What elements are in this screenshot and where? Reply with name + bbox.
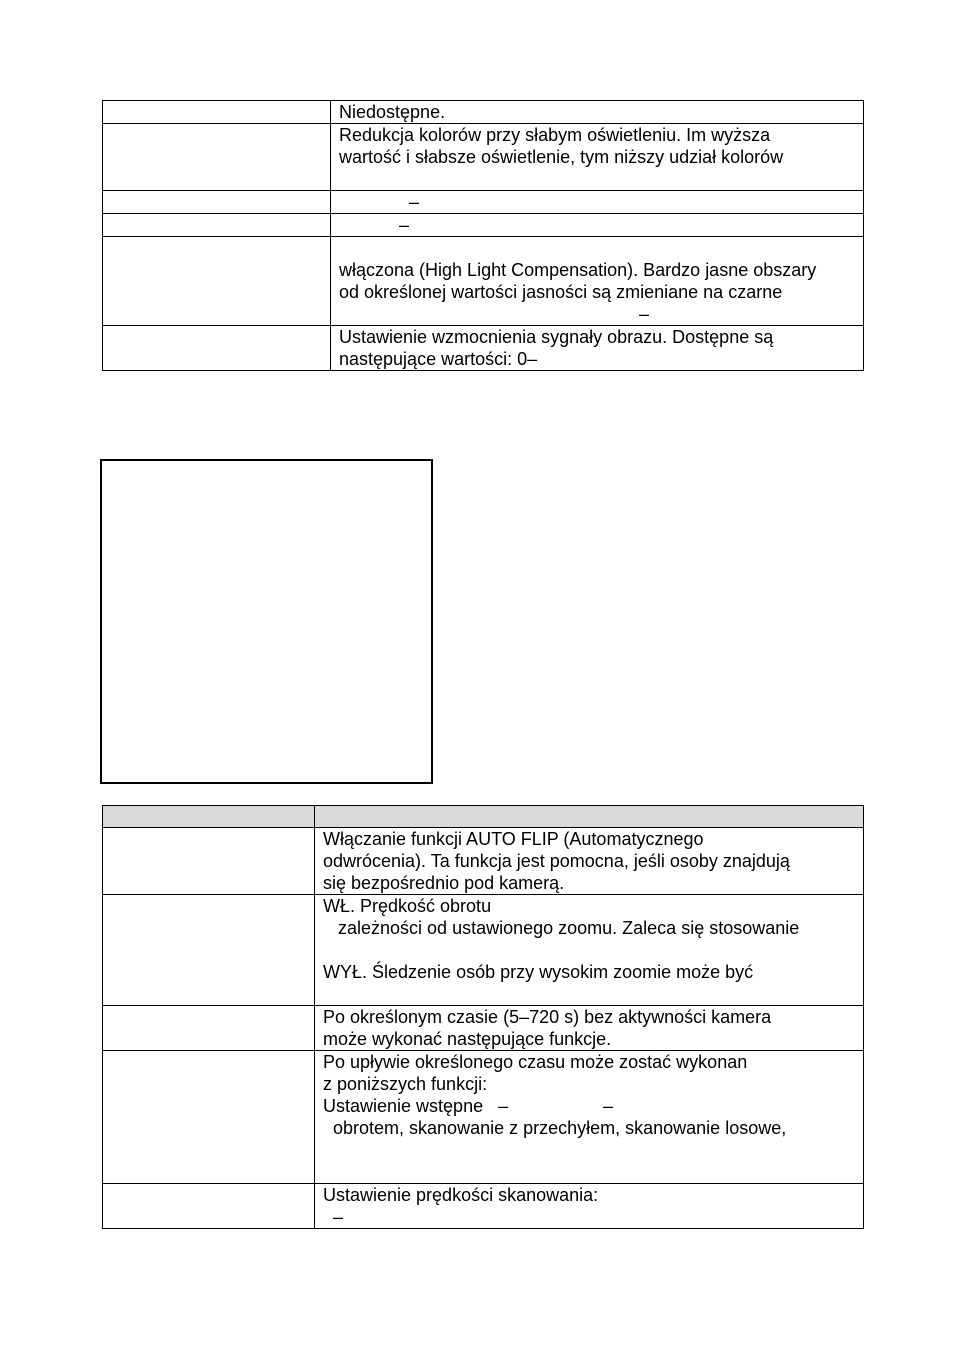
table-row xyxy=(103,237,864,326)
description-line: Ustawienie prędkości skanowania: xyxy=(323,1185,599,1205)
description-line xyxy=(339,237,855,259)
param-description-cell xyxy=(315,1051,864,1184)
description-line: – xyxy=(339,215,410,235)
table-header-row xyxy=(103,806,864,828)
table-row xyxy=(103,1184,864,1229)
description-line: obrotem, skanowanie z przechyłem, skanowanie losowe, xyxy=(323,1118,787,1138)
param-name-cell xyxy=(103,828,315,895)
table-row xyxy=(103,214,864,237)
param-name-cell xyxy=(103,101,331,124)
description-line: zależności od ustawionego zoomu. Zaleca się stosowanie xyxy=(323,918,800,938)
description-line: – xyxy=(339,192,420,212)
description-line xyxy=(323,939,855,961)
description-line: – xyxy=(323,1207,344,1227)
table-row xyxy=(103,1051,864,1184)
settings-table-bottom xyxy=(102,805,864,1229)
table-row xyxy=(103,124,864,191)
description-line: następujące wartości: 0– xyxy=(339,349,538,369)
param-name-cell xyxy=(103,237,331,326)
description-line: WYŁ. Śledzenie osób przy wysokim zoomie może być xyxy=(323,962,754,982)
description-line: włączona (High Light Compensation). Bardzo jasne obszary xyxy=(339,260,817,280)
param-description-cell xyxy=(331,326,864,371)
param-description-cell xyxy=(331,101,864,124)
menu-screenshot-frame xyxy=(100,459,433,784)
description-line xyxy=(339,168,855,190)
param-name-cell xyxy=(103,191,331,214)
description-line: Włączanie funkcji AUTO FLIP (Automatycznego xyxy=(323,829,704,849)
param-description-cell xyxy=(331,124,864,191)
description-line: Po upływie określonego czasu może zostać wykonan xyxy=(323,1052,748,1072)
param-name-cell xyxy=(103,1184,315,1229)
description-line xyxy=(323,1161,855,1183)
description-line: WŁ. Prędkość obrotu xyxy=(323,896,492,916)
description-line: Redukcja kolorów przy słabym oświetleniu. Im wyższa xyxy=(339,125,771,145)
param-description-cell xyxy=(331,214,864,237)
description-line: odwrócenia). Ta funkcja jest pomocna, jeśli osoby znajdują xyxy=(323,851,790,871)
description-line: Ustawienie wstępne – – xyxy=(323,1096,614,1116)
table-row xyxy=(103,191,864,214)
description-line: z poniższych funkcji: xyxy=(323,1074,488,1094)
description-line xyxy=(323,983,855,1005)
param-description-cell xyxy=(315,1006,864,1051)
table-row xyxy=(103,326,864,371)
description-line xyxy=(323,1139,855,1161)
param-description-cell xyxy=(315,895,864,1006)
table-row xyxy=(103,895,864,1006)
description-line: od określonej wartości jasności są zmieniane na czarne xyxy=(339,282,783,302)
param-name-cell xyxy=(103,1006,315,1051)
description-line: Ustawienie wzmocnienia sygnały obrazu. Dostępne są xyxy=(339,327,774,347)
table-row xyxy=(103,101,864,124)
param-description-cell xyxy=(331,237,864,326)
description-line: wartość i słabsze oświetlenie, tym niższy udział kolorów xyxy=(339,147,784,167)
param-name-cell xyxy=(103,326,331,371)
settings-table-top xyxy=(102,100,864,371)
param-description-cell xyxy=(315,828,864,895)
header-cell xyxy=(103,806,315,828)
param-name-cell xyxy=(103,124,331,191)
description-line: może wykonać następujące funkcje. xyxy=(323,1029,612,1049)
param-name-cell xyxy=(103,1051,315,1184)
param-description-cell xyxy=(315,1184,864,1229)
table-row xyxy=(103,1006,864,1051)
description-line: Po określonym czasie (5–720 s) bez aktywności kamera xyxy=(323,1007,772,1027)
header-cell xyxy=(315,806,864,828)
description-line: Niedostępne. xyxy=(339,102,446,122)
param-name-cell xyxy=(103,214,331,237)
param-name-cell xyxy=(103,895,315,1006)
param-description-cell xyxy=(331,191,864,214)
description-line: – xyxy=(339,304,650,324)
table-row xyxy=(103,828,864,895)
description-line: się bezpośrednio pod kamerą. xyxy=(323,873,565,893)
